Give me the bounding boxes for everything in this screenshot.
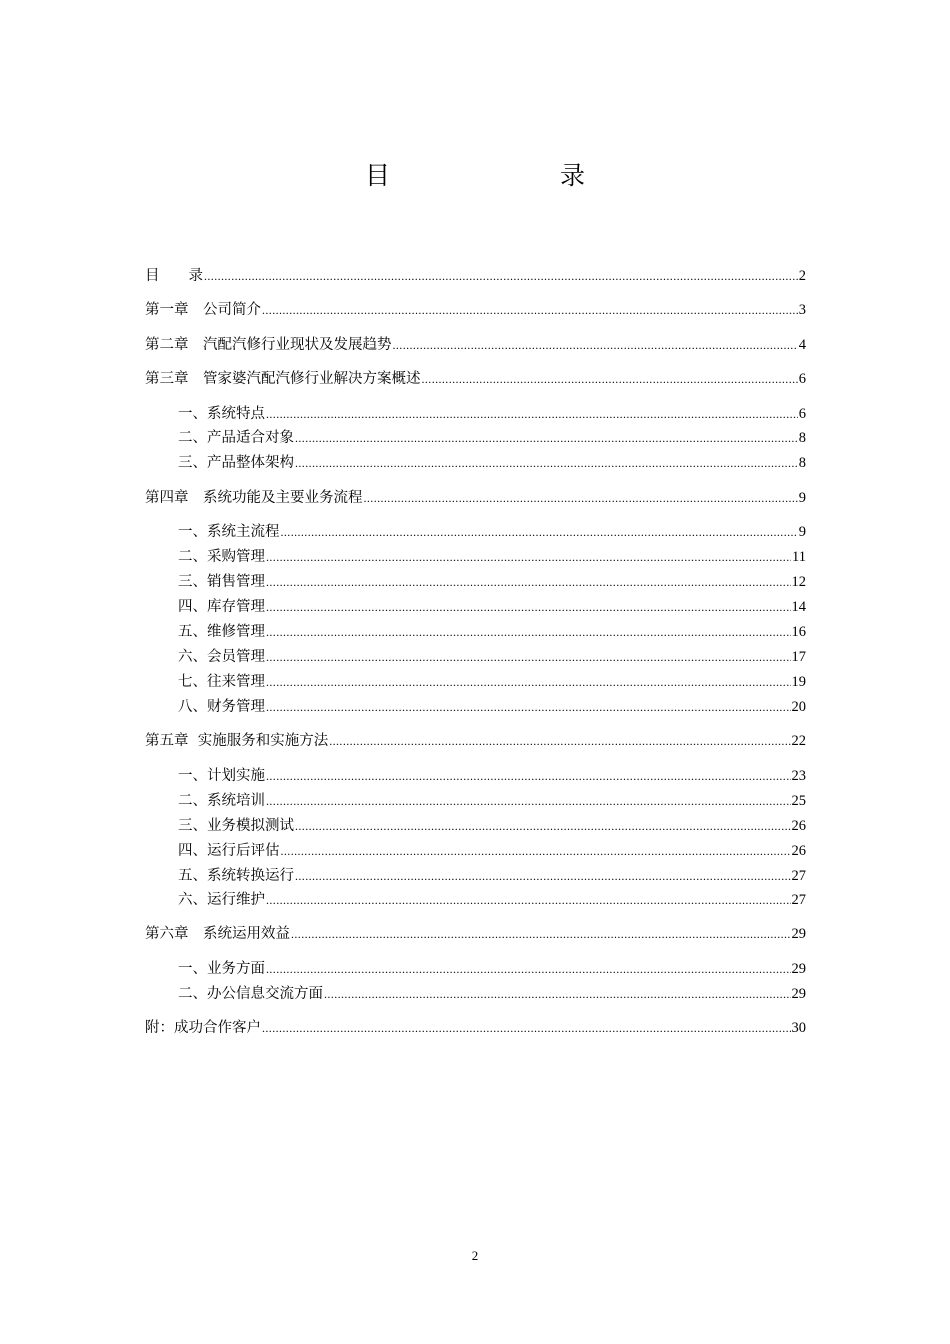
toc-entry-label: 五、维修管理 — [178, 624, 265, 640]
toc-entry-page: 6 — [798, 406, 806, 422]
toc-entry-label: 二、采购管理 — [178, 549, 265, 565]
toc-entry[interactable] — [178, 888, 806, 912]
toc-leader-dots — [266, 645, 791, 669]
toc-leader-dots — [266, 789, 791, 813]
toc-entry-label: 三、业务模拟测试 — [178, 818, 294, 834]
toc-entry[interactable] — [178, 864, 806, 888]
toc-entry[interactable] — [178, 764, 806, 788]
toc-entry-label: 二、办公信息交流方面 — [178, 986, 323, 1002]
toc-entry-label: 附：成功合作客户 — [145, 1020, 261, 1036]
toc-entry[interactable] — [178, 402, 806, 426]
toc-entry[interactable] — [178, 520, 806, 544]
toc-leader-dots — [295, 426, 798, 450]
page-number: 2 — [471, 1248, 479, 1263]
toc-entry-label: 三、产品整体架构 — [178, 455, 294, 471]
toc-entry-label: 一、系统主流程 — [178, 524, 280, 540]
toc-leader-dots — [204, 264, 798, 288]
toc-leader-dots — [266, 957, 791, 981]
toc-entry[interactable] — [178, 670, 806, 694]
toc-leader-dots — [266, 545, 791, 569]
toc-leader-dots — [364, 486, 798, 510]
toc-entry-page: 23 — [791, 768, 806, 784]
toc-entry-page: 17 — [791, 649, 806, 665]
toc-entry-page: 12 — [791, 574, 806, 590]
toc-entry[interactable] — [178, 957, 806, 981]
toc-leader-dots — [329, 729, 790, 753]
toc-entry[interactable] — [178, 451, 806, 475]
toc-entry[interactable] — [178, 595, 806, 619]
toc-entry[interactable] — [178, 570, 806, 594]
toc-entry-page: 22 — [791, 733, 806, 749]
toc-entry-label: 一、业务方面 — [178, 961, 265, 977]
toc-leader-dots — [266, 402, 798, 426]
toc-entry[interactable] — [178, 839, 806, 863]
toc-entry[interactable] — [178, 789, 806, 813]
toc-entry-page: 20 — [791, 699, 806, 715]
toc-entry-label: 第一章 公司简介 — [145, 302, 261, 318]
toc-entry-page: 8 — [798, 430, 806, 446]
toc-entry-label: 第六章 系统运用效益 — [145, 926, 290, 942]
toc-leader-dots — [262, 1016, 791, 1040]
toc-entry-page: 26 — [791, 843, 806, 859]
toc-leader-dots — [266, 570, 791, 594]
toc-entry-label: 第四章 系统功能及主要业务流程 — [145, 490, 363, 506]
toc-leader-dots — [291, 922, 791, 946]
toc-leader-dots — [281, 839, 791, 863]
toc-entry-page: 16 — [791, 624, 806, 640]
toc-entry-page: 14 — [791, 599, 806, 615]
toc-entry-page: 2 — [798, 268, 806, 284]
toc-entry-label: 目 录 — [145, 268, 203, 284]
toc-entry-page: 27 — [791, 868, 806, 884]
toc-entry-label: 三、销售管理 — [178, 574, 265, 590]
toc-entry[interactable] — [145, 922, 806, 946]
toc-leader-dots — [295, 864, 791, 888]
toc-entry-label: 四、运行后评估 — [178, 843, 280, 859]
toc-entry-page: 9 — [798, 490, 806, 506]
toc-entry-page: 27 — [791, 892, 806, 908]
toc-entry-label: 第三章 管家婆汽配汽修行业解决方案概述 — [145, 371, 421, 387]
toc-leader-dots — [266, 670, 791, 694]
toc-entry-label: 七、往来管理 — [178, 674, 265, 690]
toc-leader-dots — [393, 333, 798, 357]
toc-entry[interactable] — [178, 695, 806, 719]
toc-leader-dots — [295, 451, 798, 475]
toc-entry[interactable] — [145, 333, 806, 357]
toc-entry[interactable] — [178, 426, 806, 450]
toc-entry-page: 25 — [791, 793, 806, 809]
toc-entry-label: 六、运行维护 — [178, 892, 265, 908]
toc-entry-label: 第五章 实施服务和实施方法 — [145, 733, 329, 749]
toc-leader-dots — [266, 595, 791, 619]
toc-entry-label: 一、计划实施 — [178, 768, 265, 784]
toc-entry-label: 八、财务管理 — [178, 699, 265, 715]
toc-entry[interactable] — [178, 545, 806, 569]
toc-leader-dots — [295, 814, 791, 838]
toc-leader-dots — [422, 367, 798, 391]
toc-entry-label: 六、会员管理 — [178, 649, 265, 665]
toc-entry-page: 6 — [798, 371, 806, 387]
toc-leader-dots — [262, 298, 798, 322]
toc-leader-dots — [281, 520, 798, 544]
toc-entry-label: 五、系统转换运行 — [178, 868, 294, 884]
toc-entry-page: 19 — [791, 674, 806, 690]
toc-entry-page: 9 — [798, 524, 806, 540]
toc-leader-dots — [266, 695, 791, 719]
toc-entry[interactable] — [145, 264, 806, 288]
toc-leader-dots — [266, 888, 791, 912]
toc-entry-page: 4 — [798, 337, 806, 353]
toc-entry[interactable] — [145, 729, 806, 753]
toc-entry-page: 29 — [791, 986, 806, 1002]
toc-entry-page: 30 — [791, 1020, 806, 1036]
toc-entry-page: 29 — [791, 926, 806, 942]
toc-entry-label: 二、系统培训 — [178, 793, 265, 809]
toc-leader-dots — [324, 982, 791, 1006]
toc-entry[interactable] — [145, 1016, 806, 1040]
toc-entry[interactable] — [178, 620, 806, 644]
toc-leader-dots — [266, 764, 791, 788]
toc-leader-dots — [266, 620, 791, 644]
toc-entry-label: 一、系统特点 — [178, 406, 265, 422]
toc-entry[interactable] — [145, 367, 806, 391]
toc-entry-page: 26 — [791, 818, 806, 834]
toc-entry[interactable] — [145, 486, 806, 510]
toc-entry-label: 第二章 汽配汽修行业现状及发展趋势 — [145, 337, 392, 353]
toc-entry-page: 3 — [798, 302, 806, 318]
toc-entry-label: 四、库存管理 — [178, 599, 265, 615]
toc-entry[interactable] — [178, 982, 806, 1006]
toc-entry-page: 29 — [791, 961, 806, 977]
toc-entry[interactable] — [178, 645, 806, 669]
toc-entry[interactable] — [145, 298, 806, 322]
toc-entry-label: 二、产品适合对象 — [178, 430, 294, 446]
page-title: 目 录 — [364, 161, 625, 190]
toc-entry-page: 11 — [792, 549, 806, 565]
toc-entry-page: 8 — [798, 455, 806, 471]
toc-entry[interactable] — [178, 814, 806, 838]
